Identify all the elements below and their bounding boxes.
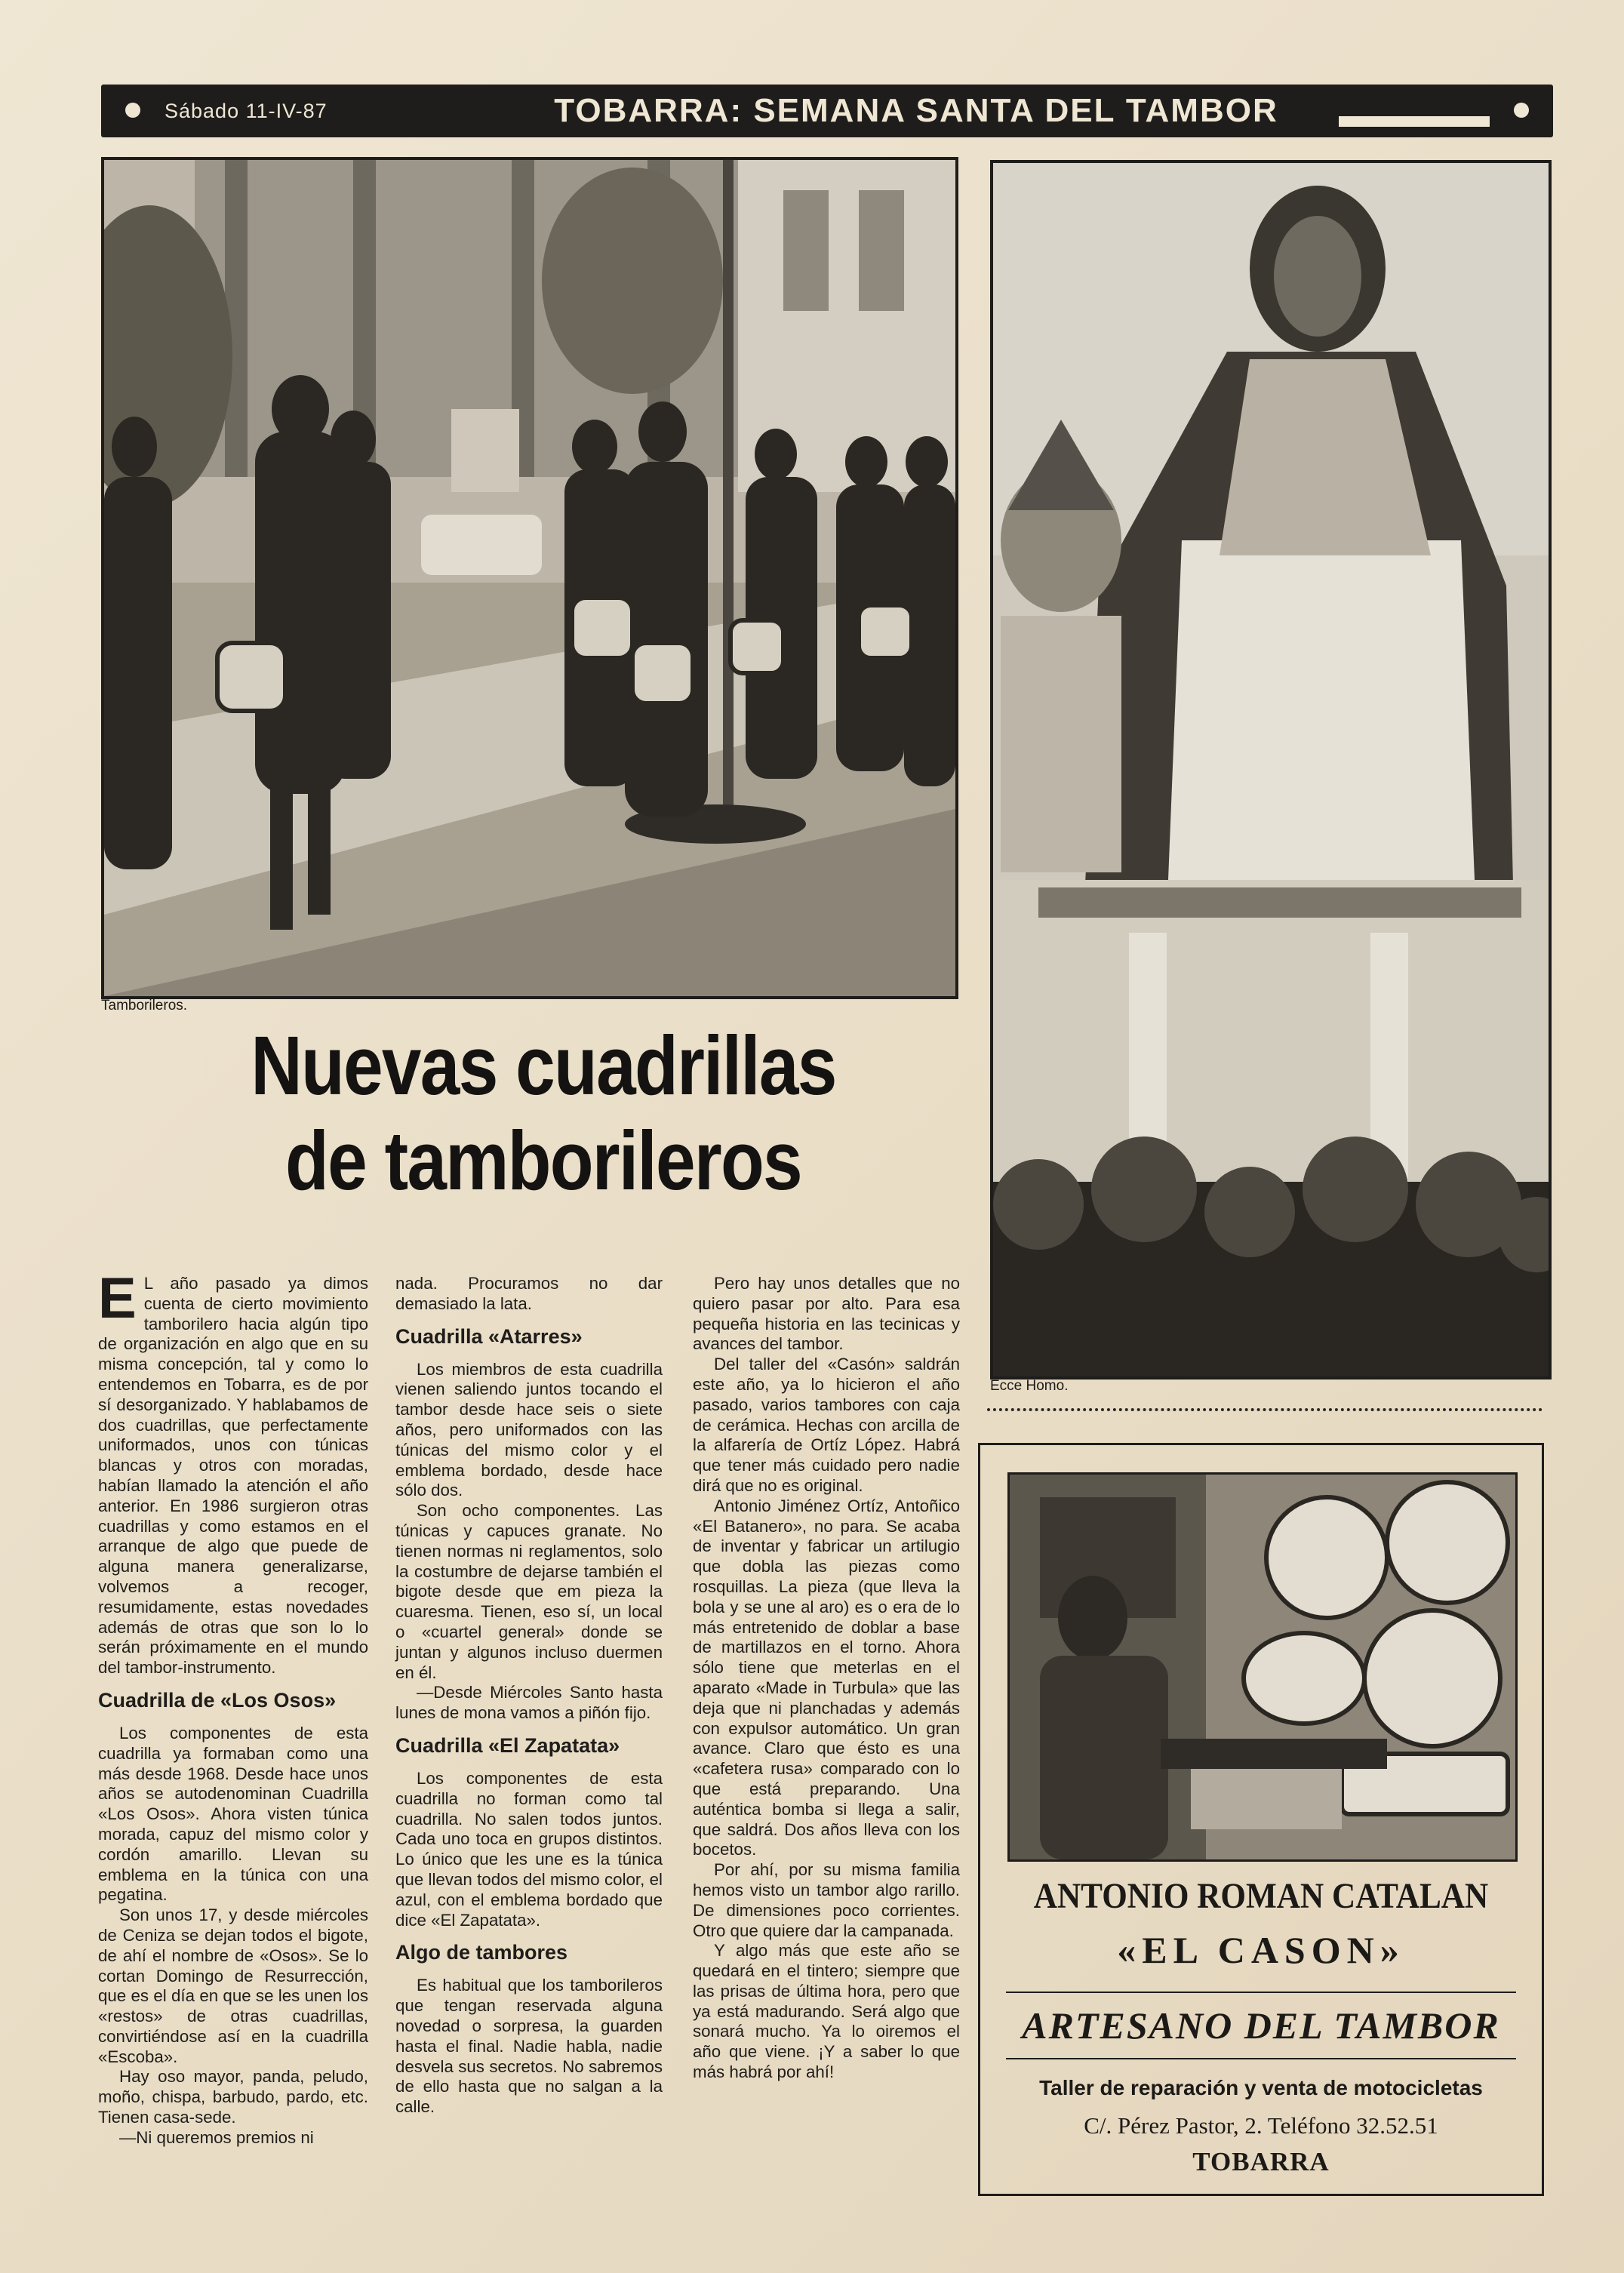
paragraph: —Desde Miércoles Santo hasta lunes de mona vamos a piñón fijo. bbox=[395, 1683, 663, 1723]
article-column-3 bbox=[693, 1274, 960, 2083]
intro-paragraph bbox=[98, 1266, 368, 1678]
ad-town: TOBARRA bbox=[1192, 2147, 1330, 2176]
ad-owner-name: ANTONIO ROMAN CATALAN bbox=[1033, 1876, 1489, 1916]
paragraph: Pero hay unos detalles que no quiero pasar por alto. Para esa pequeña historia en las tecinicas y avances del tambor. bbox=[693, 1274, 960, 1354]
paragraph: Los miembros de esta cuadrilla vienen saliendo juntos tocando el tambor desde hace seis o siete años, pero uniformados con las túnicas del mismo color y el emblema bordado, desde hace sólo dos. bbox=[395, 1359, 663, 1500]
paragraph: Es habitual que los tamborileros que tengan reservada alguna novedad o sorpresa, la guarden hasta el final. Nadie habla, nadie desvela sus secretos. No sabremos de ello hasta que no salgan a la calle. bbox=[395, 1976, 663, 2117]
header-bullet-right bbox=[1514, 103, 1529, 118]
header-bullet-left bbox=[125, 103, 140, 118]
ad-address: C/. Pérez Pastor, 2. Teléfono 32.52.51 bbox=[1084, 2112, 1438, 2139]
headline-line-2: de tamborileros bbox=[285, 1115, 801, 1207]
ad-divider-top bbox=[1006, 1992, 1516, 1993]
ecce-homo-photo-caption: Ecce Homo. bbox=[990, 1378, 1069, 1394]
drum-workshop-photo bbox=[1007, 1472, 1518, 1862]
paragraph: Antonio Jiménez Ortíz, Antoñico «El Batanero», no para. Se acaba de inventar y fabricar un artilugio que dobla las piezas como rosquillas. La pieza (que lleva la bola y se une al aro) es o era de lo más entretenido de doblar a base de martillazos en el torno. Ahora sólo tiene que meterlas en el aparato «Made in Turbula» que las deja que ni planchadas y además con expulsor automático. Un gran avance. Claro que ésto es una «cafetera rusa» comparado con lo que está preparando. Una auténtica bomba si llega a salir, que saldrá. Dos años lleva con los bocetos. bbox=[693, 1496, 960, 1859]
paragraph: Los componentes de esta cuadrilla ya formaban como una más desde 1968. Desde hace unos años se autodenominan Cuadrilla «Los Osos». Ahora visten túnica morada, capuz del mismo color y cordón amarillo. Llevan su emblema en la túnica con una pegatina. bbox=[98, 1723, 368, 1905]
advertisement-box bbox=[978, 1443, 1544, 2196]
article-headline bbox=[167, 1019, 920, 1209]
paragraph: —Ni queremos premios ni bbox=[119, 2127, 314, 2147]
headline-line-1: Nuevas cuadrillas bbox=[251, 1020, 836, 1112]
paragraph: Son ocho componentes. Las túnicas y capuces granate. No tienen normas ni reglamentos, solo la costumbre de dejarse también el bigote desde que em pieza la cuaresma. Tienen, eso sí, un local o «cuartel general» donde se juntan y algunos incluso duermen en él. bbox=[395, 1501, 663, 1682]
ad-description: Taller de reparación y venta de motocicletas bbox=[1039, 2076, 1483, 2099]
paragraph: nada. Procuramos no dar demasiado la lata. bbox=[395, 1274, 663, 1313]
drummers-photo bbox=[101, 157, 958, 999]
subhead-los-osos: Cuadrilla de «Los Osos» bbox=[98, 1688, 337, 1712]
paragraph: Son unos 17, y desde miércoles de Ceniza se dejan todos el bigote, de ahí el nombre de «Osos». Se lo cortan Domingo de Resurrección, que es el día en que se les unen los «restos» de otras cuadrillas, convirtiéndose así en la cuadrilla «Escoba». bbox=[98, 1905, 368, 2066]
article-column-2 bbox=[395, 1274, 663, 2118]
ecce-homo-photo bbox=[990, 160, 1552, 1379]
subhead-atarres: Cuadrilla «Atarres» bbox=[395, 1324, 583, 1348]
article-column-1 bbox=[98, 1266, 368, 2148]
paragraph: Del taller del «Casón» saldrán este año, ya lo hicieron el año pasado, varios tambores con caja de cerámica. Hechas con arcilla de la alfarería de Ortíz López. Habrá que tener más cuidado pero nadie dirá que no es original. bbox=[693, 1355, 960, 1495]
drop-cap: E bbox=[98, 1266, 137, 1330]
drummers-photo-caption: Tamborileros. bbox=[101, 998, 188, 1013]
subhead-zapatata: Cuadrilla «El Zapatata» bbox=[395, 1733, 620, 1757]
page-header-band bbox=[101, 85, 1553, 137]
dotted-separator bbox=[987, 1408, 1542, 1411]
paragraph: Por ahí, por su misma familia hemos visto un tambor algo rarillo. De dimensiones poco corrientes. Otro que quiere dar la campanada. bbox=[693, 1860, 960, 1940]
paragraph: Hay oso mayor, panda, peludo, moño, chispa, barbudo, pardo, etc. Tienen casa-sede. bbox=[98, 2067, 368, 2127]
ad-nickname: «EL CASON» bbox=[1117, 1929, 1405, 1971]
section-title: TOBARRA: SEMANA SANTA DEL TAMBOR bbox=[554, 92, 1278, 129]
subhead-algo-de-tambores: Algo de tambores bbox=[395, 1941, 568, 1964]
header-bar-decoration bbox=[1339, 116, 1490, 127]
ad-trade: ARTESANO DEL TAMBOR bbox=[1022, 2004, 1500, 2047]
paragraph: Los componentes de esta cuadrilla no forman como tal cuadrilla. No salen todos juntos. Cada uno toca en grupos distintos. Lo único que les une es la túnica que llevan todos del mismo color, el azul, con el emblema bordado que dice «El Zapatata». bbox=[395, 1768, 663, 1930]
header-date: Sábado 11-IV-87 bbox=[165, 100, 328, 122]
ad-divider-bottom bbox=[1006, 2058, 1516, 2059]
paragraph: Y algo más que este año se quedará en el tintero; siempre que las prisas de última hora, pero que ya está madurando. Será algo que sonará mucho. Ya lo oiremos el año que viene. ¡Y a saber lo que más habrá por ahí! bbox=[693, 1941, 960, 2082]
intro-text: L año pasado ya dimos cuenta de cierto movimiento tamborilero hacia algún tipo de organización en algo que en su misma concepción, tal y como lo entendemos en Tobarra, es de por sí desorganizado. Y hablabamos de dos cuadrillas, que perfectamente uniformados, unos con túnicas blancas y otros con moradas, habían llamado la atención el año anterior. En 1986 surgieron otras cuadrillas y como estamos en el arranque de algo que puede de alguna manera generalizarse, volvemos a recoger, resumidamente, estas novedades además de otras que son lo lo serán próximamente en el mundo del tambor-instrumento. bbox=[98, 1274, 368, 1678]
